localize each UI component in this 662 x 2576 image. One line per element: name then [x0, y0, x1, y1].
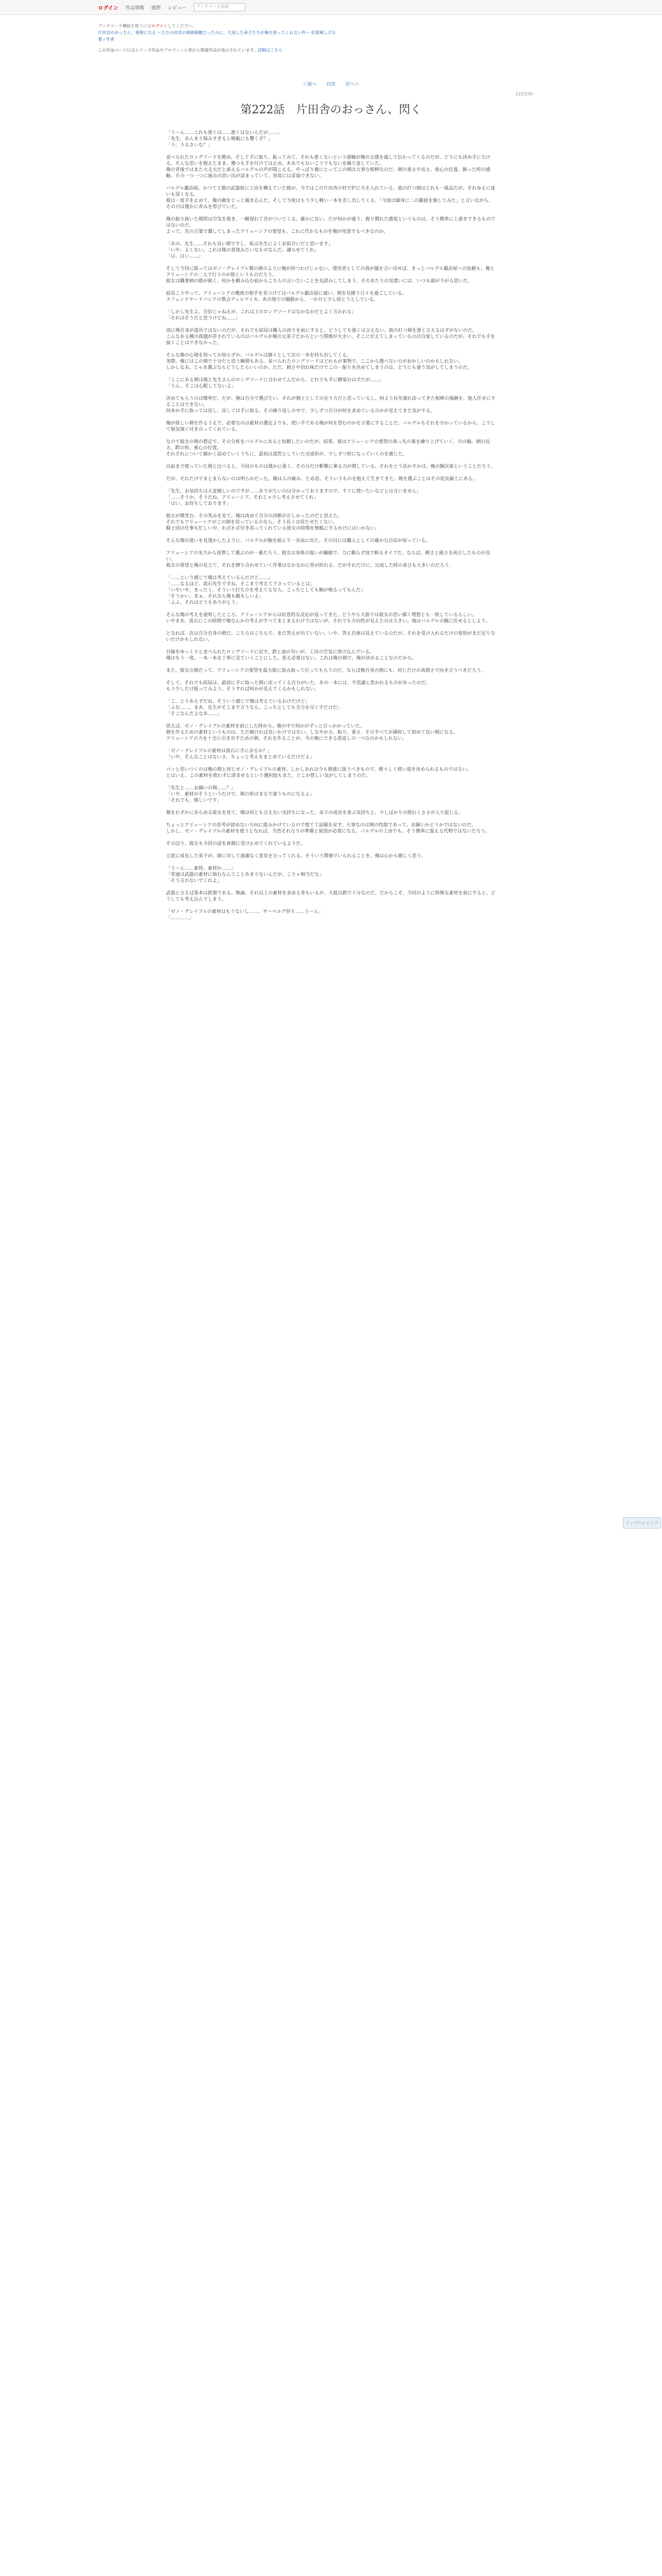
- paragraph: そんな俺の心境を知ってか知らずか、バルデルは嬉々として次の一本を持ち出してくる。: [166, 353, 352, 358]
- blank-line: [166, 457, 496, 464]
- blank-line: [166, 507, 496, 513]
- blank-line: [166, 470, 496, 476]
- blank-line: [166, 884, 496, 890]
- paragraph: 「ゼノ・グレイブルの素材は流石に手に余るか？」: [166, 749, 272, 754]
- nav-work-info[interactable]: 作品情報: [125, 5, 144, 11]
- notice-login-link[interactable]: ログイン: [151, 24, 168, 28]
- blank-line: [166, 643, 496, 649]
- blank-line: [166, 903, 496, 909]
- paragraph: そんな俺の迷いを見透かしたように、バルデルが腕を組んで一歩前に出た。その目には職人としての確かな自信が宿っている。: [166, 538, 431, 544]
- series-title-link[interactable]: 片田舎のおっさん、剣聖になる ～ただの田舎の剣術師範だったのに、大成した弟子たちが俺を放ってくれない件～ 佐賀崎しげる: [98, 30, 336, 35]
- paragraph: アリューシアの力を十全に引き出すための剣。それを作ることが、今の俺にできる恩返しの一つなのかもしれない。: [166, 736, 407, 741]
- blank-line: [166, 692, 496, 699]
- paragraph: しかしなあ。じゃあ選ぶならどうしたらいいのか。ただ、鋭さや切れ味だけでこの一振りを決めてしまうのは、どうにも違う気がしてしまうのだ。: [166, 365, 472, 370]
- paragraph: なので彼女の剣の想定で、その分析をバルデルにあると依頼したいのだが、結果、彼はアリューシアの要望の真っ先の案を練り上げていく。刃の幅、柄の長さ、鍔の形、重心の位置。: [166, 439, 490, 451]
- bookmark-notice: [98, 23, 562, 29]
- blank-line: [166, 569, 496, 575]
- chapter-body: [166, 130, 496, 921]
- paragraph: 俺はもう一度、一本一本を丁寧に見ていくことにした。焦る必要はない。これは俺の剣で、俺が決めることなのだから。: [166, 656, 417, 661]
- top-bar: [0, 0, 662, 15]
- paragraph: 頬をわずかに赤らめる彼女を見て、俺は何とも言えない気持ちになった。弟子の成長を喜ぶ気持ちと、少しばかりの照れくささが入り混じる。: [166, 810, 463, 816]
- paragraph: ちょっとアリューシアの思考が読めない方向に進みかけているので慌てて話題を戻す。大事なのは剣の性能であって、お揃いかどうかではないのだ。: [166, 823, 476, 828]
- paragraph: 「ゼノ・グレイブルの素材はもうないし……、サーペルグ狩り……うーん」: [166, 909, 323, 914]
- paragraph: 「……そうか。そうだね、アリューシア。それじゃ少し考えさせてくれ」: [166, 495, 319, 500]
- notice-text-before: ブックマーク機能を使うには: [98, 24, 152, 28]
- blank-line: [166, 433, 496, 439]
- blank-line: [166, 779, 496, 785]
- paragraph: また、彼女の剣だって、アリューシアの要望を最大限に汲み取って打ってもらうのだ。ならば俺自身の剣にも、同じだけの真剣さで向き合うべきだろう。: [166, 668, 486, 673]
- chapter-counter: 222/230: [516, 92, 533, 96]
- paragraph: 「う、うるさいな？」: [166, 143, 213, 148]
- blank-line: [166, 179, 496, 185]
- paragraph: 「それでも、嬉しいです」: [166, 798, 222, 803]
- blank-line: [166, 210, 496, 216]
- paragraph: 以前まで使っていた剣と比べると、今回のものは僅かに重く、その分だけ斬撃に乗る力が増している。それをどう活かすかは、俺の腕次第ということだろう。: [166, 464, 495, 469]
- paragraph: それぞれについて細かく詰めていくうちに、最初は漠然としていた完成形が、少しずつ形になっていくのを感じた。: [166, 452, 407, 457]
- paragraph: 「…………」: [166, 916, 194, 921]
- blank-line: [166, 235, 496, 241]
- paragraph: 「……という感じで俺は考えているんだけど……」: [166, 575, 273, 581]
- blank-line: [166, 624, 496, 631]
- paragraph: 彼女が微笑む。その笑みを見て、俺は改めて自分の決断が正しかったのだと思えた。: [166, 514, 342, 519]
- blank-line: [166, 482, 496, 488]
- paragraph: 「いやいや、まったく、そういう打ち方を考えてるなら、こっちとしても腕が鳴るってもんだ」: [166, 588, 366, 593]
- paragraph: 立派に成長した弟子が、師に対して遠慮なく意見を言ってくれる。そういう関係でいられることを、俺は心から嬉しく思う。: [166, 854, 426, 859]
- blank-line: [166, 284, 496, 291]
- paragraph: 「普通は武器の素材に悩むなんてことあまりないんだが、こりゃ相当だな」: [166, 872, 324, 877]
- nav-impressions[interactable]: 感想: [151, 5, 161, 11]
- paragraph: 「先生、お気持ちは大変嬉しいのですが……ありがたいのは分かっておりますので、すぐに使いたいなどとは言いません」: [166, 489, 421, 494]
- paragraph: 「しかし先生よ、自信じゃねえが、これは上のロングソードはなかなかだとよく言われる」: [166, 310, 356, 315]
- paragraph: 「そこなんだよなあ……」: [166, 711, 222, 717]
- blank-line: [166, 816, 496, 822]
- paragraph: 俺の振り抜いた剣閃は空気を裂き、一瞬遅れて音がついてくる。確かに良い。だが何かが違う。握り慣れた感覚というものは、そう簡単に上書きできるものではないのだ。: [166, 217, 495, 228]
- paragraph: 「うん。そこは心配してないよ」: [166, 384, 236, 389]
- blank-line: [166, 674, 496, 680]
- blank-line: [166, 606, 496, 612]
- paragraph: とはいえ、この素材を使わずに済ませるという選択肢もまた、どこか惜しい気がしてしまうのだ。: [166, 773, 371, 778]
- paragraph: 「そう言わないでくれよ」: [166, 878, 222, 884]
- notice-text-after: してください。: [168, 24, 197, 28]
- blank-line: [166, 544, 496, 550]
- paragraph: 「いや、よくない。これは俺の意地みたいなものなんだ。譲らせてくれ」: [166, 248, 319, 253]
- paragraph: 俺の背後ではまた大丈夫だと訴えるバルデルの声が聞こえる。やっぱり俺にとってこの剣は大事な相棒なのだ。剣の重さや長さ、重心の位置、握った時の感触、その一つ一つに過去の思い出が詰まっていて、容易には妥協できない。: [166, 167, 491, 179]
- paragraph: 思えば、ゼノ・グレイブルの素材を前にした時から、俺の中で何かがずっと引っかかっていた。: [166, 724, 365, 729]
- paragraph: 何本か手に取っては戻し、戻しては手に取る。その繰り返しの中で、少しずつ自分が何を求めているのかが見えてきた気がする。: [166, 409, 435, 414]
- paragraph: 「うーん……素材、素材か……」: [166, 866, 236, 871]
- paragraph: 「先生、あんまり悩みすぎると晩飯にも響くぞ？」: [166, 137, 273, 142]
- paragraph: それでもアリューシアがこの剣を待っているのなら、そう長くは待たせたくない。: [166, 520, 338, 525]
- paragraph: 「いや、そんなことはないさ。ちょっと考えをまとめているだけだよ」: [166, 755, 315, 760]
- paragraph: そして、それでも結局は、最初に手に取った剣に戻ってくる自分がいた。あの一本には、不思議と惹かれるものがあったのだ。: [166, 681, 431, 686]
- paragraph: バルデル鍛冶屋。かつて王都の武器街に工房を構えていた彼が、今ではこの片田舎の村で炉に火を入れている。彼の打つ剣はどれも一級品だが、それゆえに迷いも深くなる。: [166, 186, 495, 197]
- toc-link[interactable]: 目次: [326, 82, 336, 87]
- paragraph: 「うーん……これも悪くは……悪くはないんだが……」: [166, 130, 283, 135]
- paragraph: 「いや、素材がそうというだけで、剣の形はまるで違うものになるよ」: [166, 792, 315, 797]
- blank-line: [166, 371, 496, 377]
- blank-line: [166, 389, 496, 396]
- series-note-text: この作品ページにはシリーズ作品やプロフィール等から関連作品が表示されています。: [98, 48, 258, 53]
- bookmark-box[interactable]: ブックマーク追加: [194, 3, 245, 11]
- blank-line: [166, 346, 496, 352]
- blank-line: [166, 414, 496, 420]
- paragraph: 別に俺自身が道具ではないのだが、それでも結局は職人の誇りを前にすると、どうしても強くは言えない。彼の打つ剣を悪く言えるはずがないのだ。: [166, 328, 477, 333]
- blank-line: [166, 847, 496, 853]
- paragraph: 「こ、とりあえずだね。そういう感じで俺は考えているわけだけど」: [166, 699, 310, 704]
- paragraph: こんなある種の我儘が許されているのはバルデルが俺の元弟子だからという関係が大きい。そこに甘えてしまっているのは自覚しているのだが、それでも手を抜くことはできなかった。: [166, 334, 495, 346]
- blank-line: [166, 835, 496, 841]
- paragraph: 武器と言えば基本は鉄製である。無論、それ以上の素材を求める者もいるが、大抵は鉄で十分なのだ。だからこそ、今回のように特殊な素材を前にすると、どうしても考え込んでしまう。: [166, 891, 495, 902]
- blank-line: [166, 303, 496, 309]
- paragraph: だが、それだけでまとまらないのは明らかだった。俺は人の痛み、ため息、そういうものを抱えて生きてきた。剣を選ぶことはその延長線上にある。: [166, 477, 477, 482]
- paragraph: 「それはそうだと思うけどね……」: [166, 316, 241, 321]
- jump-to-top-button[interactable]: トップへジャンプ: [623, 1517, 661, 1529]
- nav-reviews[interactable]: レビュー: [168, 5, 187, 11]
- paragraph: 「ふふ、それはどうもありがとう」: [166, 600, 241, 605]
- blank-line: [166, 260, 496, 266]
- blank-line: [166, 804, 496, 810]
- paragraph: そんな俺の考えを説明したところ、アリューシアからは好意的な反応が返ってきた。どうやら大筋では彼女の思い描く理想とも一致しているらしい。: [166, 613, 477, 618]
- blank-line: [166, 148, 496, 155]
- paragraph: 「あの、先生……それも良い剣ですし、私は先生によくお似合いだと思います」: [166, 242, 333, 247]
- paragraph: 俺が欲しい剣を作るうえで、必要なのは素材の選定よりも、使い手である俺が何を望むのかを言葉にすることだ。バルデルもそれを分かっているから、こうして根気強く付き合ってくれている。: [166, 421, 495, 432]
- paragraph: 「そうかい、まぁ、それなら俺も頼もしいよ」: [166, 594, 264, 599]
- chapter-title: 第222話 片田舎のおっさん、閃く: [240, 104, 422, 116]
- paragraph: 目線をゆっくりと並べられたロングソードに戻す。鉄と油の匂いが、工房の空気に溶け込んでいる。: [166, 650, 375, 655]
- paragraph: パッと思いつくのは俺の剣と同じゼノ・グレイブルの素材。しかしあれは今も慎重に扱うべきもので、軽々しく使い道を決められるものではない。: [166, 767, 472, 772]
- paragraph: しかし、ゼノ・グレイブルの素材を使うとなれば、当然それなりの準備と覚悟が必要になる。バルデルの工房でも、そう簡単に扱える代物ではないだろう。: [166, 829, 490, 834]
- login-link[interactable]: ログイン: [98, 5, 119, 11]
- paragraph: 彼は一度手を止めて、俺の顔をじっと覗き込んだ。そして今度はもう少し軽い一本を差し出してくる。「今度は細身に二の鍛接を施してみた」と言いながら、その刃は僅かに青みを帯びていた。: [166, 198, 493, 210]
- paragraph: 彼女の要望と俺の見立て、それを擦り合わせていく作業はなかなかに骨が折れる。だがそれだけに、完成した時の喜びも大きいのだろう。: [166, 563, 454, 568]
- paragraph: よって、先の言葉で濁してしまったアリューシアの要望も、これに代わるものを俺が用意するべきなのか。: [166, 229, 389, 234]
- paragraph: 剣を作るための素材というものは、ただ硬ければ良いわけではない。しなやかさ、粘り、重さ、そのすべてが調和して初めて良い剣になる。: [166, 730, 458, 735]
- paragraph: 「はい、お待ちしております」: [166, 501, 231, 506]
- blank-line: [166, 532, 496, 538]
- paragraph: いやまあ、流石にこの時間で俺なんかの考えがすべてまとまるわけではないが、それでも方向性が見えたのは大きい。後はバルデルの腕に任せるとしよう。: [166, 619, 491, 624]
- blank-line: [166, 760, 496, 767]
- blank-line: [166, 742, 496, 748]
- paragraph: そして今回に限ってはゼノ・グレイブル製の剣のように俺が持つわけじゃない。使用者としての我が儘を言い出せば、きっとバルデル鍛冶屋への依頼も、俺とアリューシアの二人で行うのが筋というものだろう。: [166, 266, 495, 278]
- series-note: [98, 47, 562, 54]
- blank-line: [166, 321, 496, 328]
- paragraph: アリューシアの実力から逆算して選ぶのが一番だろう。彼女は身体の扱いが繊細で、力に頼らず技で斬るタイプだ。ならば、軽さと鋭さを両立したものが良い。: [166, 551, 490, 562]
- notice-block: [98, 23, 562, 54]
- paragraph: スフェンドヤードバニアの教会ディルマイカ、あの地での騒動から、一か月と少し経とうとしている。: [166, 297, 378, 302]
- pager-top: [0, 80, 662, 87]
- paragraph: 「ふむ……。まあ、先生がそこまで言うなら、こっちとしても全力を尽くすだけだ」: [166, 705, 342, 710]
- paragraph: 並べられたロングソードを眺め、そして手に取り、振ってみて、それも悪くないという感触が俺の五感を通して伝わってくるのだが、どうにも決め手に欠ける。そんな思いを抱えたまま、幾つも手を付けては止め、ああでもないこうでもないを繰り返していた。: [166, 155, 491, 166]
- paragraph: 結局こうやって、アリューシアの幾度の相手を見つけてはバルデル鍛冶屋に通い、剣を見繕う日々を過ごしている。: [166, 291, 407, 296]
- blank-line: [166, 717, 496, 723]
- paragraph: 彼女は職業柄の勘が鋭く、何かを頼み込む前からこちらの言いたいことを先読みしてしまう。そのあたりの気遣いには、いつも頭が下がる思いだ。: [166, 279, 472, 284]
- next-link[interactable]: 次へ＞: [345, 82, 359, 87]
- paragraph: 「ここにある剣は俺と先生さんのロングソードに合わせてんだから、どれでも手に馴染むはずだが……」: [166, 378, 384, 383]
- author-link[interactable]: 著 / 作者: [98, 37, 114, 42]
- paragraph: もう少しだけ振ってみよう。そうすれば何かが見えてくるかもしれない。: [166, 687, 320, 692]
- top-bar-inner: [98, 0, 245, 14]
- prev-link[interactable]: ＜前へ: [303, 82, 317, 87]
- paragraph: 「……なるほど。流石先生ですね、そこまで考えて下さっているとは」: [166, 582, 315, 587]
- paragraph: 実際、俺にはこの剣で十分だと思う瞬間もある。並べられたロングソードはどれもが業物で、ここから選べない方がおかしいのかもしれない。: [166, 359, 463, 364]
- paragraph: 決めてもらうのは簡単だ。だが、俺は自分で選びたい。それが剣士としての在り方だと思っているし、何より長年連れ添ってきた相棒の後継を、他人任せにすることはできない。: [166, 396, 496, 408]
- blank-line: [166, 662, 496, 668]
- paragraph: 「先生と……お揃いの剣……？」: [166, 786, 236, 791]
- paragraph: 騎士団の仕事も忙しい中、わざわざ付き添ってくれている彼女の時間を無駄にするわけにはいかない。: [166, 526, 380, 531]
- blank-line: [166, 859, 496, 866]
- series-note-link[interactable]: 詳細はこちら: [258, 48, 283, 53]
- paragraph: その辺り、彼女も今回の話を真剣に受け止めてくれているようだ。: [166, 841, 306, 846]
- paragraph: となれば、次は自分自身の剣だ。こちらはこちらで、まだ答えが出ていない。いや、答え自体は見えているのだが、それを受け入れるだけの覚悟がまだ足りないだけかもしれない。: [166, 631, 495, 642]
- paragraph: 「は、はい……」: [166, 254, 204, 259]
